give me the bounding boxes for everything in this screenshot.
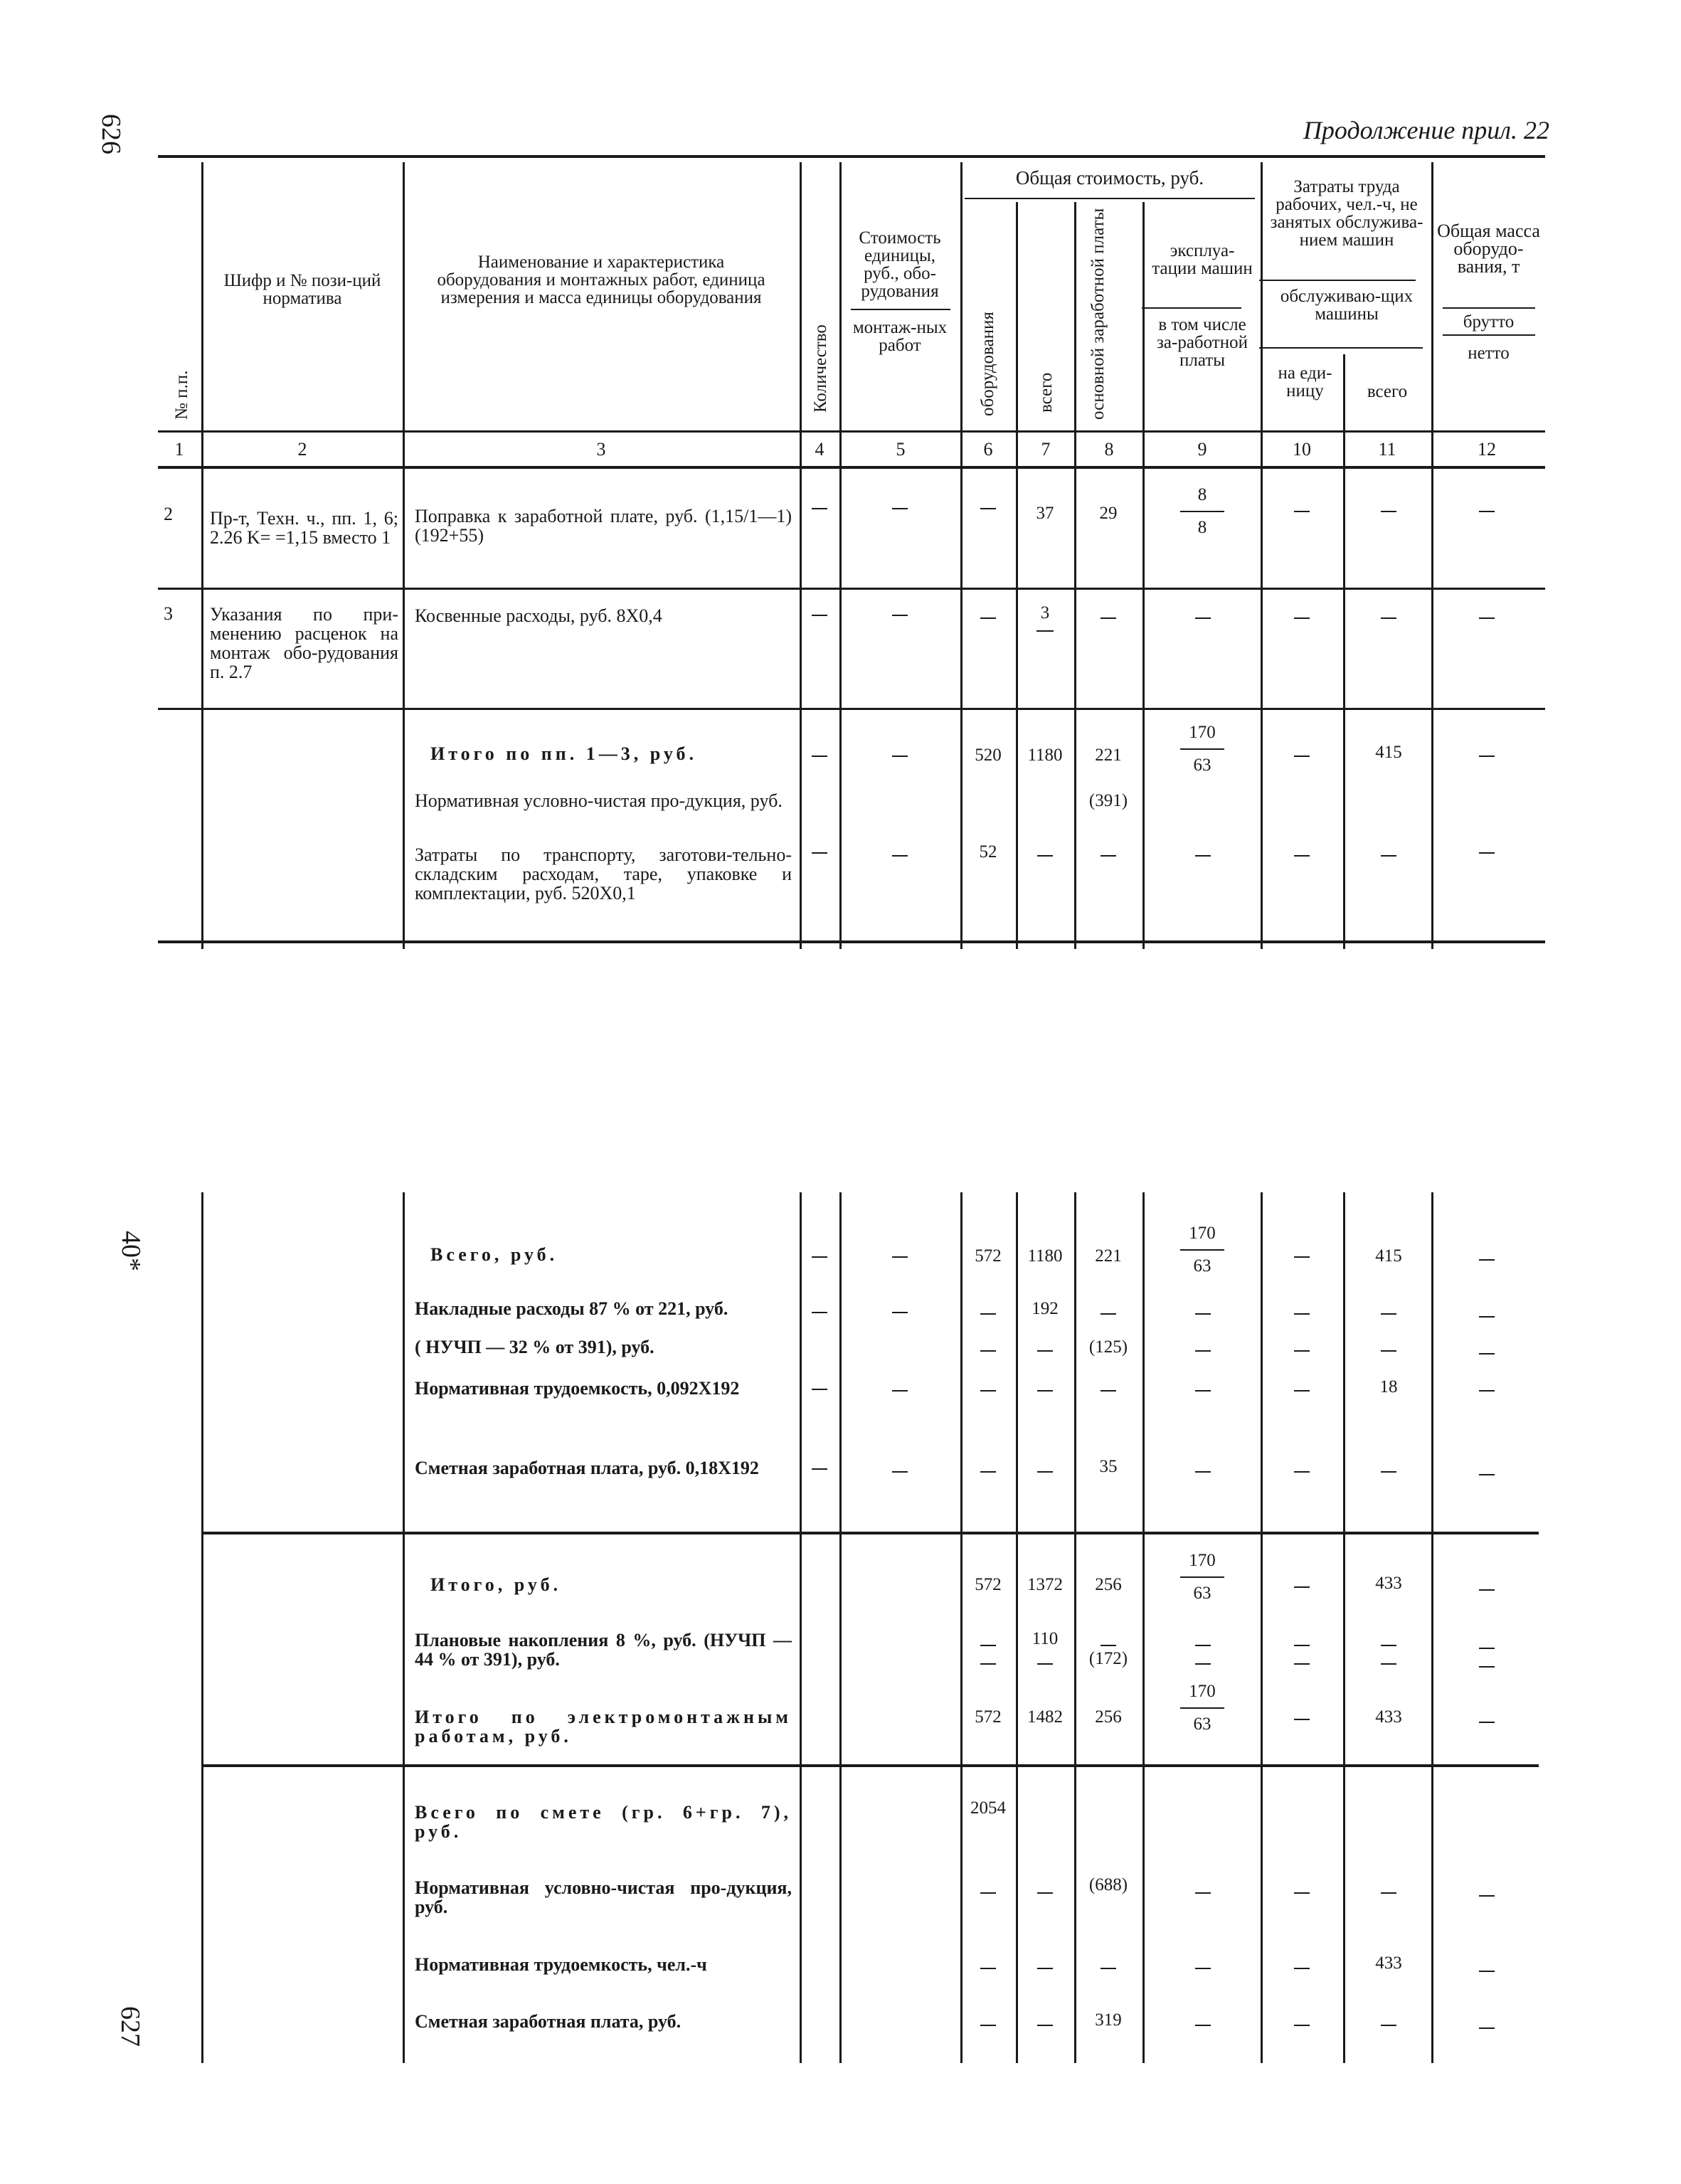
header-col11: всего [1367,382,1408,401]
header-col2: Шифр и № пози-ций норматива [223,271,381,308]
header-col8: основной заработной платы [1088,208,1108,420]
header-col3: Наименование и характеристика оборудования и монтажных работ, единица измерения и масса единицы оборудования [437,253,765,307]
header-col5-top: Стоимость единицы, руб., обо-рудования [859,228,941,301]
header-col12-bottom: нетто [1468,344,1510,363]
header-col12-mid: брутто [1463,312,1515,332]
page-number-bottom: 627 [115,2006,145,2047]
header-col5-bottom: монтаж-ных работ [852,318,948,355]
header-col1: № п.п. [172,370,191,420]
header-group-labor: Затраты труда рабочих, чел.-ч, не занятых обслужива-нием машин [1270,177,1423,250]
header-col9-bottom: в том числе за-работной платы [1157,315,1248,370]
header-col12-top: Общая масса оборудо-вания, т [1437,221,1540,277]
header-col10: на еди-ницу [1278,364,1332,401]
continuation-note: Продолжение прил. 22 [1303,116,1549,144]
header-col7: всего [1036,372,1056,413]
header-col9-top: эксплуа-тации машин [1152,241,1253,278]
header-col6: оборудования [978,312,997,416]
header-col4: Количество [811,324,830,413]
page-number-top: 626 [96,114,126,154]
header-group-total: Общая стоимость, руб. [1015,167,1204,189]
signature-mark: 40* [116,1231,146,1271]
header-group-labor-sub: обслуживаю-щих машины [1280,287,1414,324]
